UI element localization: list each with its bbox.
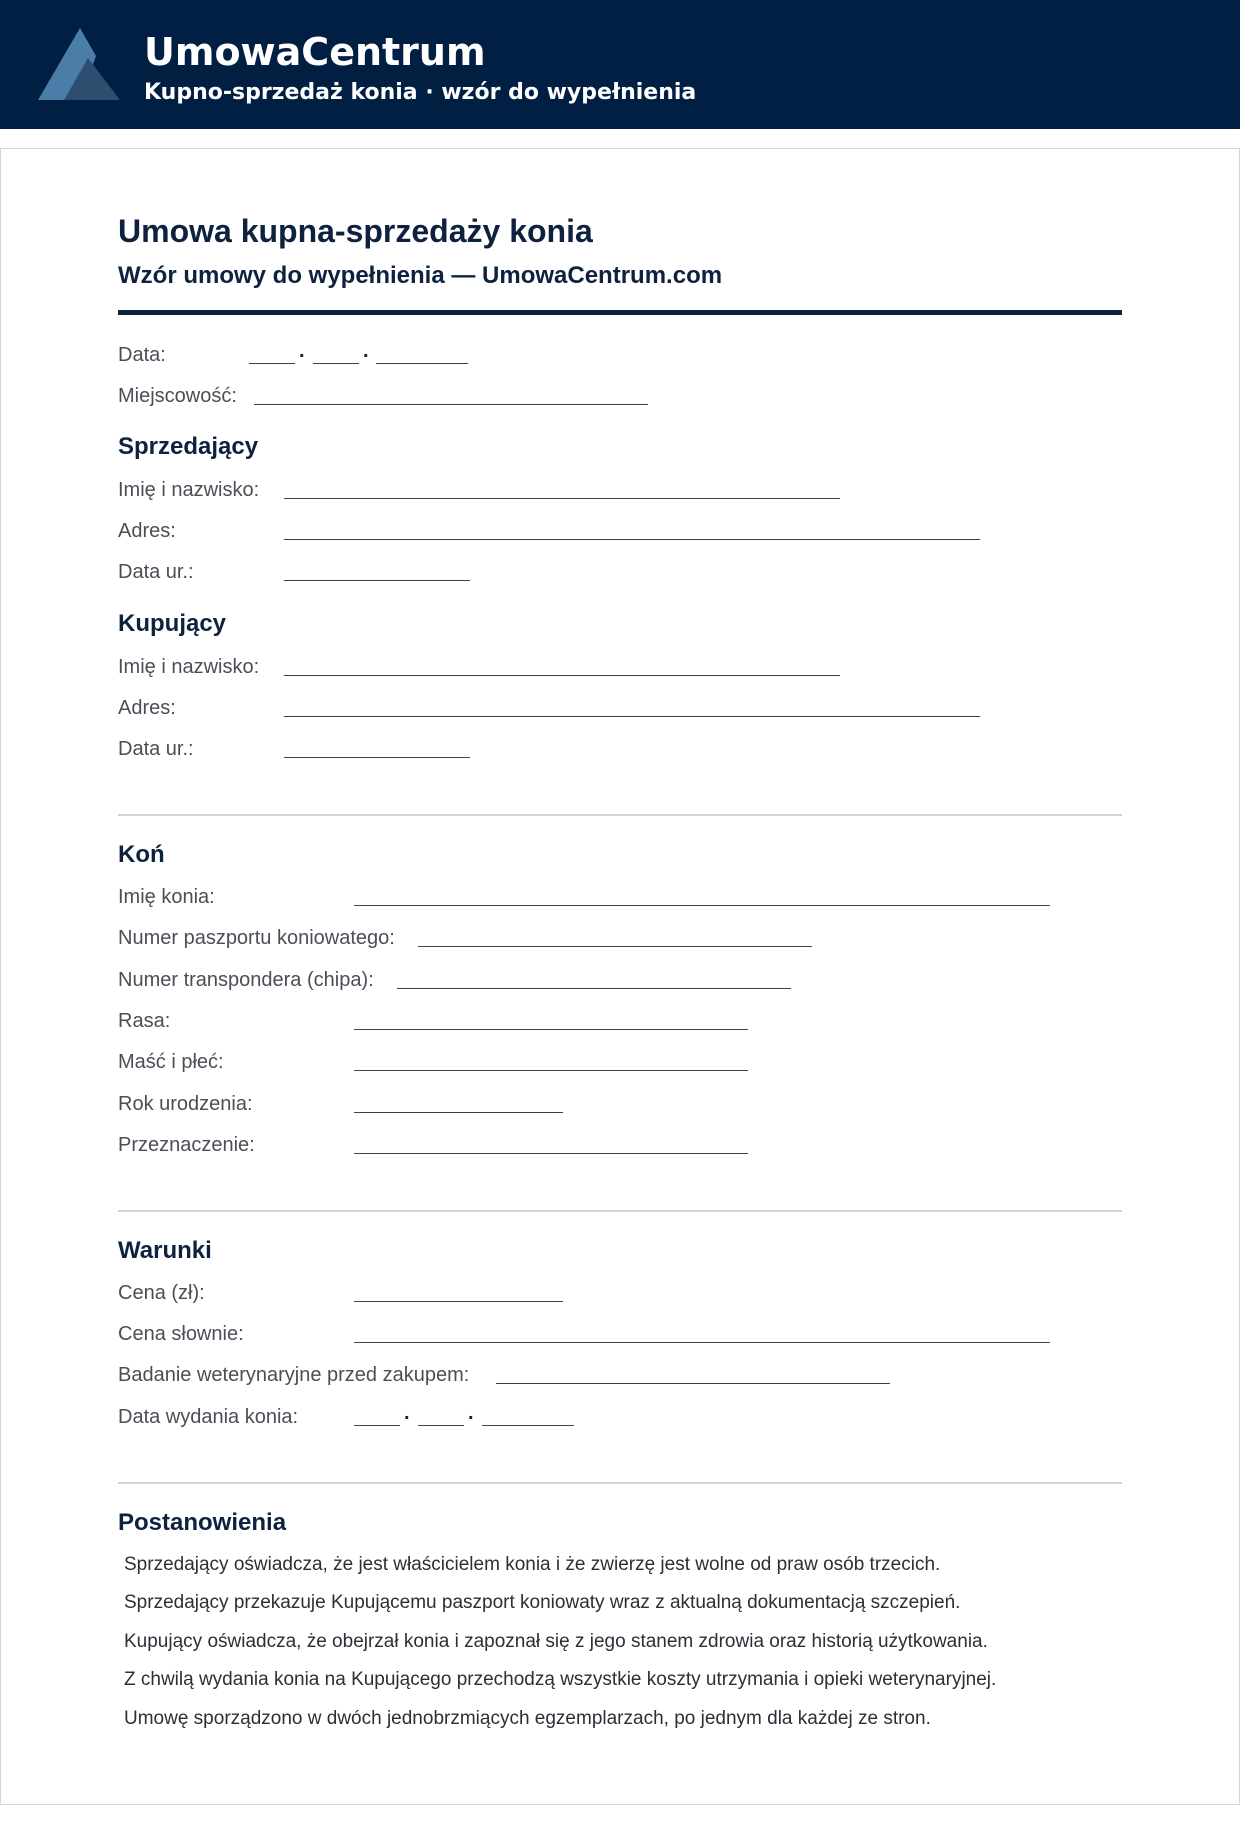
seller-name-field[interactable]: [284, 498, 840, 499]
color-sex-label: Maść i płeć:: [118, 1051, 224, 1073]
date-separator: .: [404, 1402, 410, 1424]
seller-name-label: Imię i nazwisko:: [118, 479, 260, 501]
place-field[interactable]: [254, 404, 648, 405]
buyer-birth-field[interactable]: [284, 757, 470, 758]
price-field[interactable]: [354, 1301, 563, 1302]
provision-item: Kupujący oświadcza, że obejrzał konia i zapoznał się z jego stanem zdrowia oraz historią użytkowania.: [124, 1631, 988, 1652]
provision-item: Z chwilą wydania konia na Kupującego przechodzą wszystkie koszty utrzymania i opieki weterynaryjnej.: [124, 1669, 997, 1690]
brand-name: UmowaCentrum: [144, 30, 486, 74]
date-separator: .: [299, 340, 305, 362]
transponder-label: Numer transpondera (chipa):: [118, 969, 374, 991]
price-words-field[interactable]: [354, 1342, 1050, 1343]
provision-item: Sprzedający przekazuje Kupującemu paszport koniowaty wraz z aktualną dokumentacją szczepień.: [124, 1592, 961, 1613]
brand-subtitle: Kupno-sprzedaż konia · wzór do wypełnienia: [144, 80, 697, 105]
birth-year-field[interactable]: [354, 1112, 563, 1113]
header-bar: [0, 0, 1240, 129]
breed-label: Rasa:: [118, 1010, 171, 1032]
seller-heading: Sprzedający: [118, 433, 259, 460]
date-separator: .: [363, 340, 369, 362]
terms-heading: Warunki: [118, 1237, 212, 1264]
vet-exam-label: Badanie weterynaryjne przed zakupem:: [118, 1364, 470, 1386]
document-subtitle: Wzór umowy do wypełnienia — UmowaCentrum.com: [118, 262, 723, 289]
seller-birth-label: Data ur.:: [118, 561, 194, 583]
title-divider: [118, 310, 1122, 315]
document-title: Umowa kupna-sprzedaży konia: [118, 213, 593, 249]
vet-exam-field[interactable]: [496, 1383, 890, 1384]
buyer-name-field[interactable]: [284, 675, 840, 676]
date-separator: .: [468, 1402, 474, 1424]
transponder-field[interactable]: [397, 988, 791, 989]
buyer-address-field[interactable]: [284, 716, 980, 717]
buyer-birth-label: Data ur.:: [118, 738, 194, 760]
section-divider: [118, 814, 1122, 816]
provision-item: Sprzedający oświadcza, że jest właścicielem konia i że zwierzę jest wolne od praw osób trzecich.: [124, 1554, 941, 1575]
purpose-field[interactable]: [354, 1153, 748, 1154]
seller-address-label: Adres:: [118, 520, 176, 542]
seller-address-field[interactable]: [284, 539, 980, 540]
seller-birth-field[interactable]: [284, 580, 470, 581]
breed-field[interactable]: [354, 1029, 748, 1030]
price-words-label: Cena słownie:: [118, 1323, 244, 1345]
birth-year-label: Rok urodzenia:: [118, 1093, 253, 1115]
handover-date-label: Data wydania konia:: [118, 1406, 299, 1428]
logo-icon: [38, 28, 120, 100]
date-label: Data:: [118, 344, 166, 366]
date-year-field[interactable]: [376, 363, 468, 364]
section-divider: [118, 1482, 1122, 1484]
section-divider: [118, 1210, 1122, 1212]
horse-name-field[interactable]: [354, 905, 1050, 906]
price-label: Cena (zł):: [118, 1282, 205, 1304]
passport-label: Numer paszportu koniowatego:: [118, 927, 395, 949]
provision-item: Umowę sporządzono w dwóch jednobrzmiących egzemplarzach, po jednym dla każdej ze stron.: [124, 1708, 931, 1729]
place-label: Miejscowość:: [118, 385, 237, 407]
date-month-field[interactable]: [313, 363, 359, 364]
provisions-heading: Postanowienia: [118, 1509, 287, 1536]
handover-year-field[interactable]: [482, 1425, 574, 1426]
horse-heading: Koń: [118, 841, 165, 868]
handover-month-field[interactable]: [418, 1425, 464, 1426]
purpose-label: Przeznaczenie:: [118, 1134, 255, 1156]
passport-field[interactable]: [418, 946, 812, 947]
buyer-name-label: Imię i nazwisko:: [118, 656, 260, 678]
buyer-heading: Kupujący: [118, 610, 227, 637]
color-sex-field[interactable]: [354, 1070, 748, 1071]
horse-name-label: Imię konia:: [118, 886, 215, 908]
buyer-address-label: Adres:: [118, 697, 176, 719]
date-day-field[interactable]: [249, 363, 295, 364]
handover-day-field[interactable]: [354, 1425, 400, 1426]
